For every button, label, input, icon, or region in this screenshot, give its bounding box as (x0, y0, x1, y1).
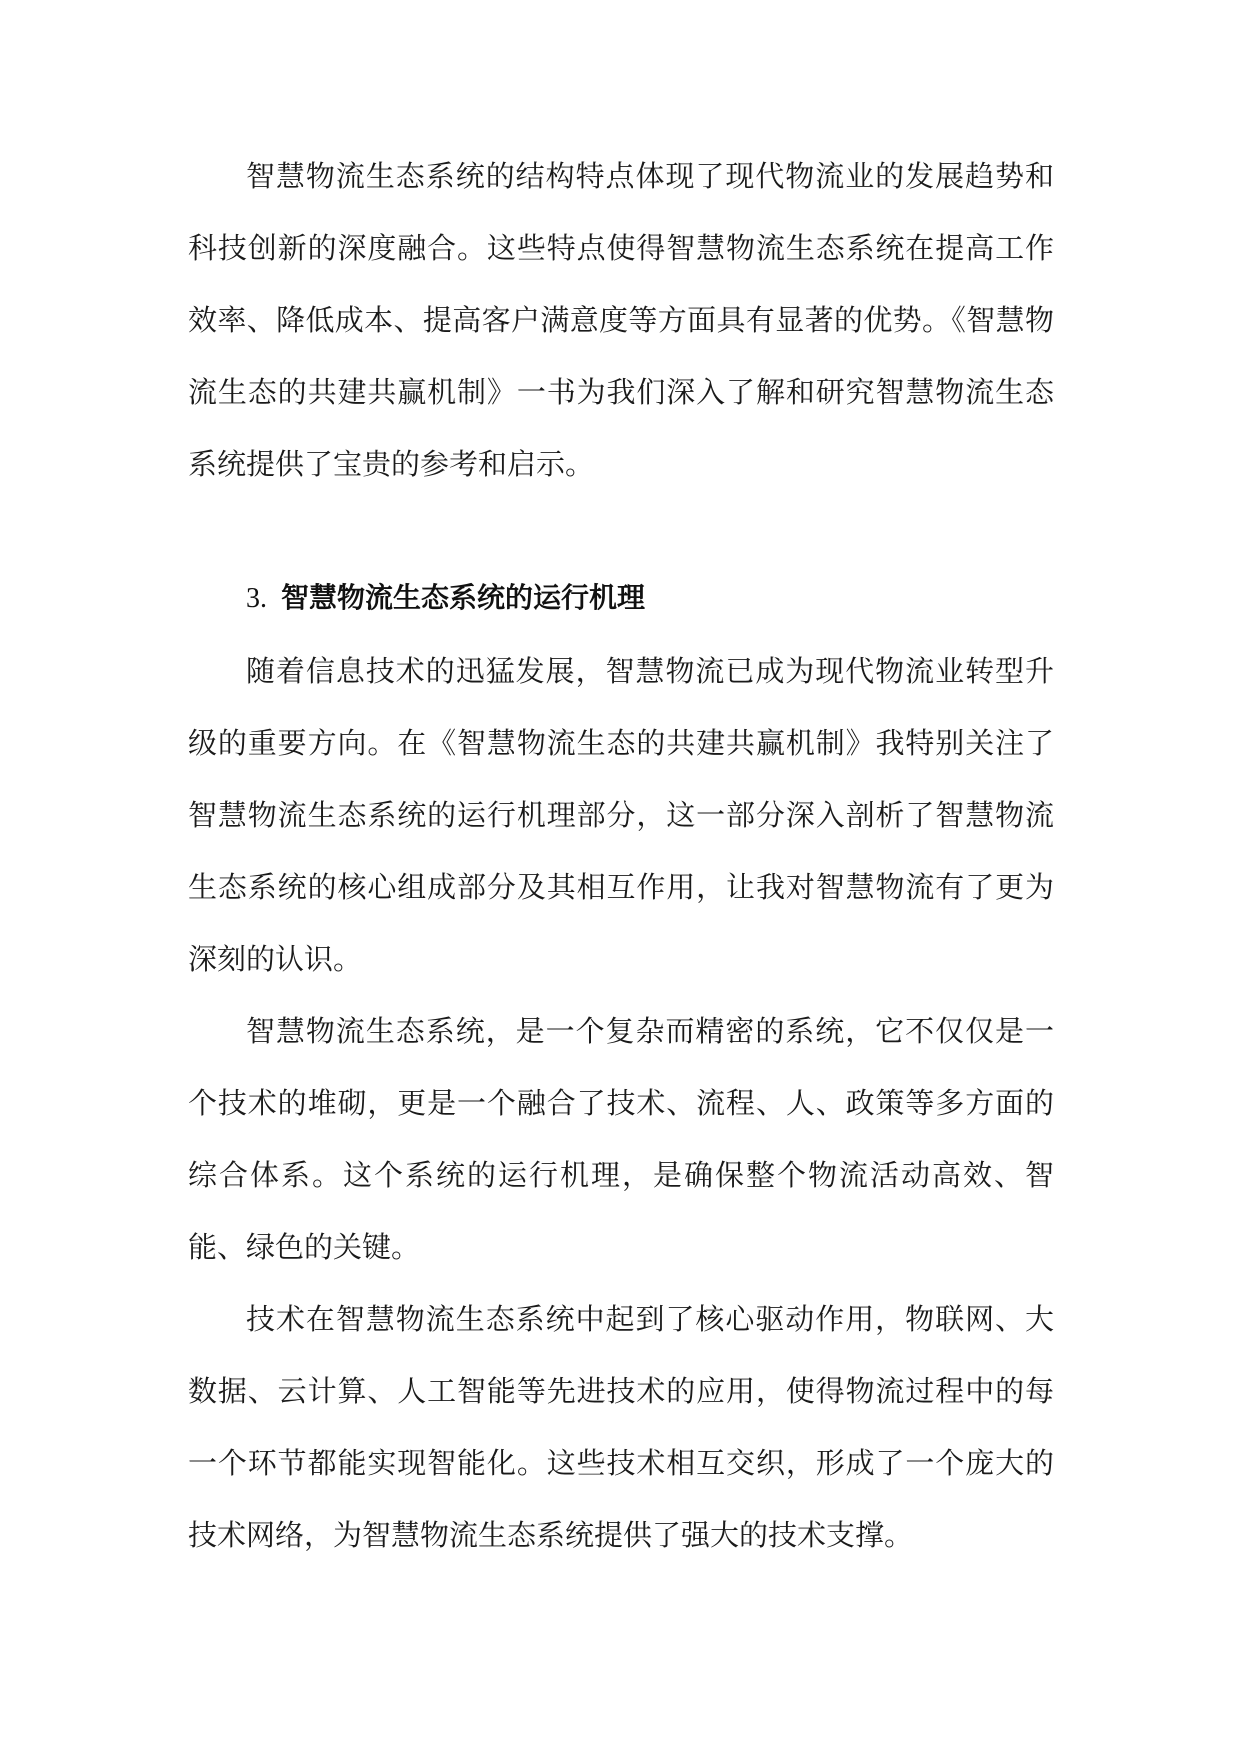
paragraph-operating-mechanism-intro: 随着信息技术的迅猛发展，智慧物流已成为现代物流业转型升级的重要方向。在《智慧物流生态的共建共赢机制》我特别关注了智慧物流生态系统的运行机理部分，这一部分深入剖析了智慧物流生态系统的核心组成部分及其相互作用，让我对智慧物流有了更为深刻的认识。 (188, 654, 1054, 976)
section-heading (188, 562, 1054, 635)
paragraph-technology-driver: 技术在智慧物流生态系统中起到了核心驱动作用，物联网、大数据、云计算、人工智能等先进技术的应用，使得物流过程中的每一个环节都能实现智能化。这些技术相互交织，形成了一个庞大的技术网络，为智慧物流生态系统提供了强大的技术支撑。 (188, 1302, 1054, 1552)
section-title: 智慧物流生态系统的运行机理 (281, 581, 646, 614)
paragraph-structure-summary: 智慧物流生态系统的结构特点体现了现代物流业的发展趋势和科技创新的深度融合。这些特点使得智慧物流生态系统在提高工作效率、降低成本、提高客户满意度等方面具有显著的优势。《智慧物流生态的共建共赢机制》一书为我们深入了解和研究智慧物流生态系统提供了宝贵的参考和启示。 (188, 159, 1054, 481)
document-body (188, 140, 1054, 1571)
section-number: 3. (246, 583, 267, 614)
paragraph-system-definition: 智慧物流生态系统，是一个复杂而精密的系统，它不仅仅是一个技术的堆砌，更是一个融合了技术、流程、人、政策等多方面的综合体系。这个系统的运行机理，是确保整个物流活动高效、智能、绿色的关键。 (188, 1014, 1054, 1264)
